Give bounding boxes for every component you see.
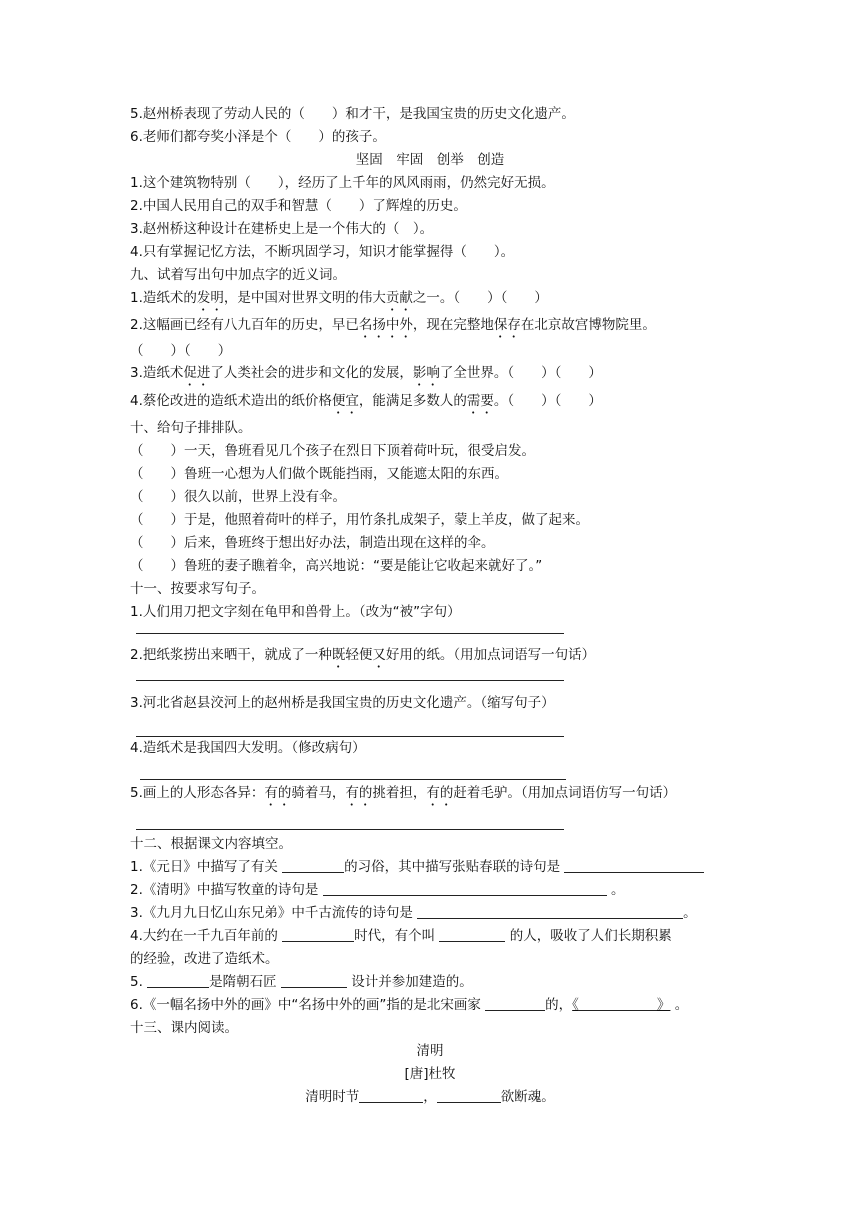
dotted-word: 有的 xyxy=(264,785,292,801)
s12-question-1 xyxy=(130,858,704,876)
text: 5. xyxy=(130,974,148,990)
answer-line[interactable] xyxy=(136,829,564,830)
answer-line[interactable] xyxy=(136,680,564,681)
fill-blank[interactable] xyxy=(564,858,704,873)
s11-question-1: 1.人们用刀把文字刻在龟甲和兽骨上。（改为“被”字句） xyxy=(130,604,461,620)
order-item: （ ）后来，鲁班终于想出好办法，制造出现在这样的伞。 xyxy=(130,535,495,551)
text: 6.《一幅名扬中外的画》中“名扬中外的画”指的是北宋画家 xyxy=(130,997,486,1013)
question-b4: 4.只有掌握记忆方法，不断巩固学习，知识才能掌握得（ ）。 xyxy=(130,244,515,260)
text: 4.蔡伦改进的造纸术造出的纸价格 xyxy=(130,393,332,409)
text: 设计并参加建造的。 xyxy=(346,974,473,990)
text: 。（ ）（ ） xyxy=(493,393,602,409)
fill-blank[interactable] xyxy=(281,973,347,988)
section-13-title: 十三、课内阅读。 xyxy=(130,1020,238,1036)
s12-question-3 xyxy=(130,904,697,922)
text: 2.这幅画已经有八九百年的历史，早已 xyxy=(130,317,359,333)
s9-question-2 xyxy=(130,316,656,341)
section-9-title: 九、试着写出句中加点字的近义词。 xyxy=(130,267,346,283)
s12-question-2 xyxy=(130,881,624,899)
dotted-word: 促进 xyxy=(183,365,211,381)
dotted-word: 影响 xyxy=(412,365,440,381)
text: 之一。（ ）（ ） xyxy=(412,290,548,306)
order-item: （ ）很久以前，世界上没有伞。 xyxy=(130,489,346,505)
text: 2.把纸浆捞出来晒干，就成了一种 xyxy=(130,647,332,663)
dotted-word: 贡献 xyxy=(385,290,413,306)
answer-line[interactable] xyxy=(136,736,564,737)
text: 了全世界。（ ）（ ） xyxy=(439,365,602,381)
text: 的人，吸收了人们长期积累 xyxy=(505,928,672,944)
question-6: 6.老师们都夸奖小泽是个（ ）的孩子。 xyxy=(130,129,386,145)
fill-blank[interactable] xyxy=(485,996,545,1011)
dotted-word: 又 xyxy=(372,647,386,663)
fill-blank[interactable] xyxy=(282,927,354,942)
dotted-word: 发明 xyxy=(196,290,224,306)
text: 好用的纸。（用加点词语写一句话） xyxy=(385,647,596,663)
fill-blank[interactable] xyxy=(359,1088,423,1103)
text: 清明时节 xyxy=(305,1089,360,1105)
text: 骑着马， xyxy=(291,785,346,801)
order-item: （ ）于是，他照着荷叶的样子，用竹条扎成架子，蒙上羊皮，做了起来。 xyxy=(130,512,589,528)
answer-line[interactable] xyxy=(140,779,566,780)
text: 在北京故宫博物院里。 xyxy=(520,317,656,333)
poem-author: [唐]杜牧 xyxy=(404,1066,456,1082)
fill-blank[interactable] xyxy=(282,858,344,873)
text: ， xyxy=(423,1089,437,1105)
text: 。 xyxy=(683,905,697,921)
text: 的， xyxy=(545,997,573,1013)
text: 。 xyxy=(606,882,625,898)
s12-question-6 xyxy=(130,996,688,1014)
fill-blank[interactable] xyxy=(437,1088,501,1103)
s11-question-3: 3.河北省赵县洨河上的赵州桥是我国宝贵的历史文化遗产。（缩写句子） xyxy=(130,695,555,711)
question-5: 5.赵州桥表现了劳动人民的（ ）和才干，是我国宝贵的历史文化遗产。 xyxy=(130,106,575,122)
dotted-word: 有的 xyxy=(426,785,454,801)
text: 《 xyxy=(572,997,579,1013)
order-item: （ ）鲁班的妻子瞧着伞，高兴地说：“要是能让它收起来就好了。” xyxy=(130,558,543,574)
text: ，是中国对世界文明的伟大 xyxy=(223,290,386,306)
s11-question-2 xyxy=(130,646,595,671)
text: 赶着毛驴。（用加点词语仿写一句话） xyxy=(453,785,677,801)
fill-blank[interactable] xyxy=(147,973,209,988)
s12-question-5 xyxy=(130,973,473,991)
answer-line[interactable] xyxy=(136,633,564,634)
text: ，能满足多数人的 xyxy=(358,393,467,409)
fill-blank[interactable] xyxy=(417,904,683,919)
order-item: （ ）一天，鲁班看见几个孩子在烈日下顶着荷叶玩，很受启发。 xyxy=(130,443,535,459)
fill-blank[interactable] xyxy=(323,881,607,896)
s11-question-4: 4.造纸术是我国四大发明。（修改病句） xyxy=(130,740,366,756)
dotted-word: 名扬中外 xyxy=(358,317,413,333)
question-b3: 3.赵州桥这种设计在建桥史上是一个伟大的（ ）。 xyxy=(130,221,434,237)
text: 1.《元日》中描写了有关 xyxy=(130,859,283,875)
s9-question-4 xyxy=(130,392,602,417)
dotted-word: 需要 xyxy=(466,393,494,409)
underlined-bracket xyxy=(572,997,670,1013)
text: 轻便 xyxy=(345,647,373,663)
s11-question-5 xyxy=(130,784,676,809)
text: ，现在完整地 xyxy=(412,317,494,333)
text: 时代，有个叫 xyxy=(354,928,440,944)
text: 。 xyxy=(670,997,689,1013)
text: 5.画上的人形态各异： xyxy=(130,785,265,801)
text: 》 xyxy=(656,997,671,1013)
text: 挑着担， xyxy=(372,785,427,801)
section-10-title: 十、给句子排排队。 xyxy=(130,420,252,436)
section-12-title: 十二、根据课文内容填空。 xyxy=(130,836,292,852)
s9-question-1 xyxy=(130,289,548,314)
dotted-word: 有的 xyxy=(345,785,373,801)
text: 是隋朝石匠 xyxy=(209,974,281,990)
dotted-word: 保存 xyxy=(493,317,521,333)
order-item: （ ）鲁班一心想为人们做个既能挡雨，又能遮太阳的东西。 xyxy=(130,466,508,482)
text: 了人类社会的进步和文化的发展， xyxy=(210,365,413,381)
text: 4.大约在一千九百年前的 xyxy=(130,928,283,944)
word-choices: 坚固 牢固 创举 创造 xyxy=(355,152,505,168)
s12-question-4-cont: 的经验，改进了造纸术。 xyxy=(130,951,279,967)
fill-blank[interactable] xyxy=(439,927,505,942)
text: 欲断魂。 xyxy=(500,1089,555,1105)
dotted-word: 既 xyxy=(331,647,346,663)
s9-question-2-blanks: （ ）（ ） xyxy=(130,343,232,359)
dotted-word: 便宜 xyxy=(331,393,359,409)
question-b2: 2.中国人民用自己的双手和智慧（ ）了辉煌的历史。 xyxy=(130,198,467,214)
text: 2.《清明》中描写牧童的诗句是 xyxy=(130,882,323,898)
text: 3.造纸术 xyxy=(130,365,184,381)
text: 3.《九月九日忆山东兄弟》中千古流传的诗句是 xyxy=(130,905,418,921)
section-11-title: 十一、按要求写句子。 xyxy=(130,581,265,597)
poem-title: 清明 xyxy=(416,1043,444,1059)
s9-question-3 xyxy=(130,364,602,389)
poem-line xyxy=(130,1088,730,1106)
question-b1: 1.这个建筑物特别（ ），经历了上千年的风风雨雨，仍然完好无损。 xyxy=(130,175,555,191)
s12-question-4 xyxy=(130,927,672,945)
text: 1.造纸术的 xyxy=(130,290,197,306)
text: 的习俗，其中描写张贴春联的诗句是 xyxy=(344,859,565,875)
fill-blank[interactable] xyxy=(579,996,657,1011)
